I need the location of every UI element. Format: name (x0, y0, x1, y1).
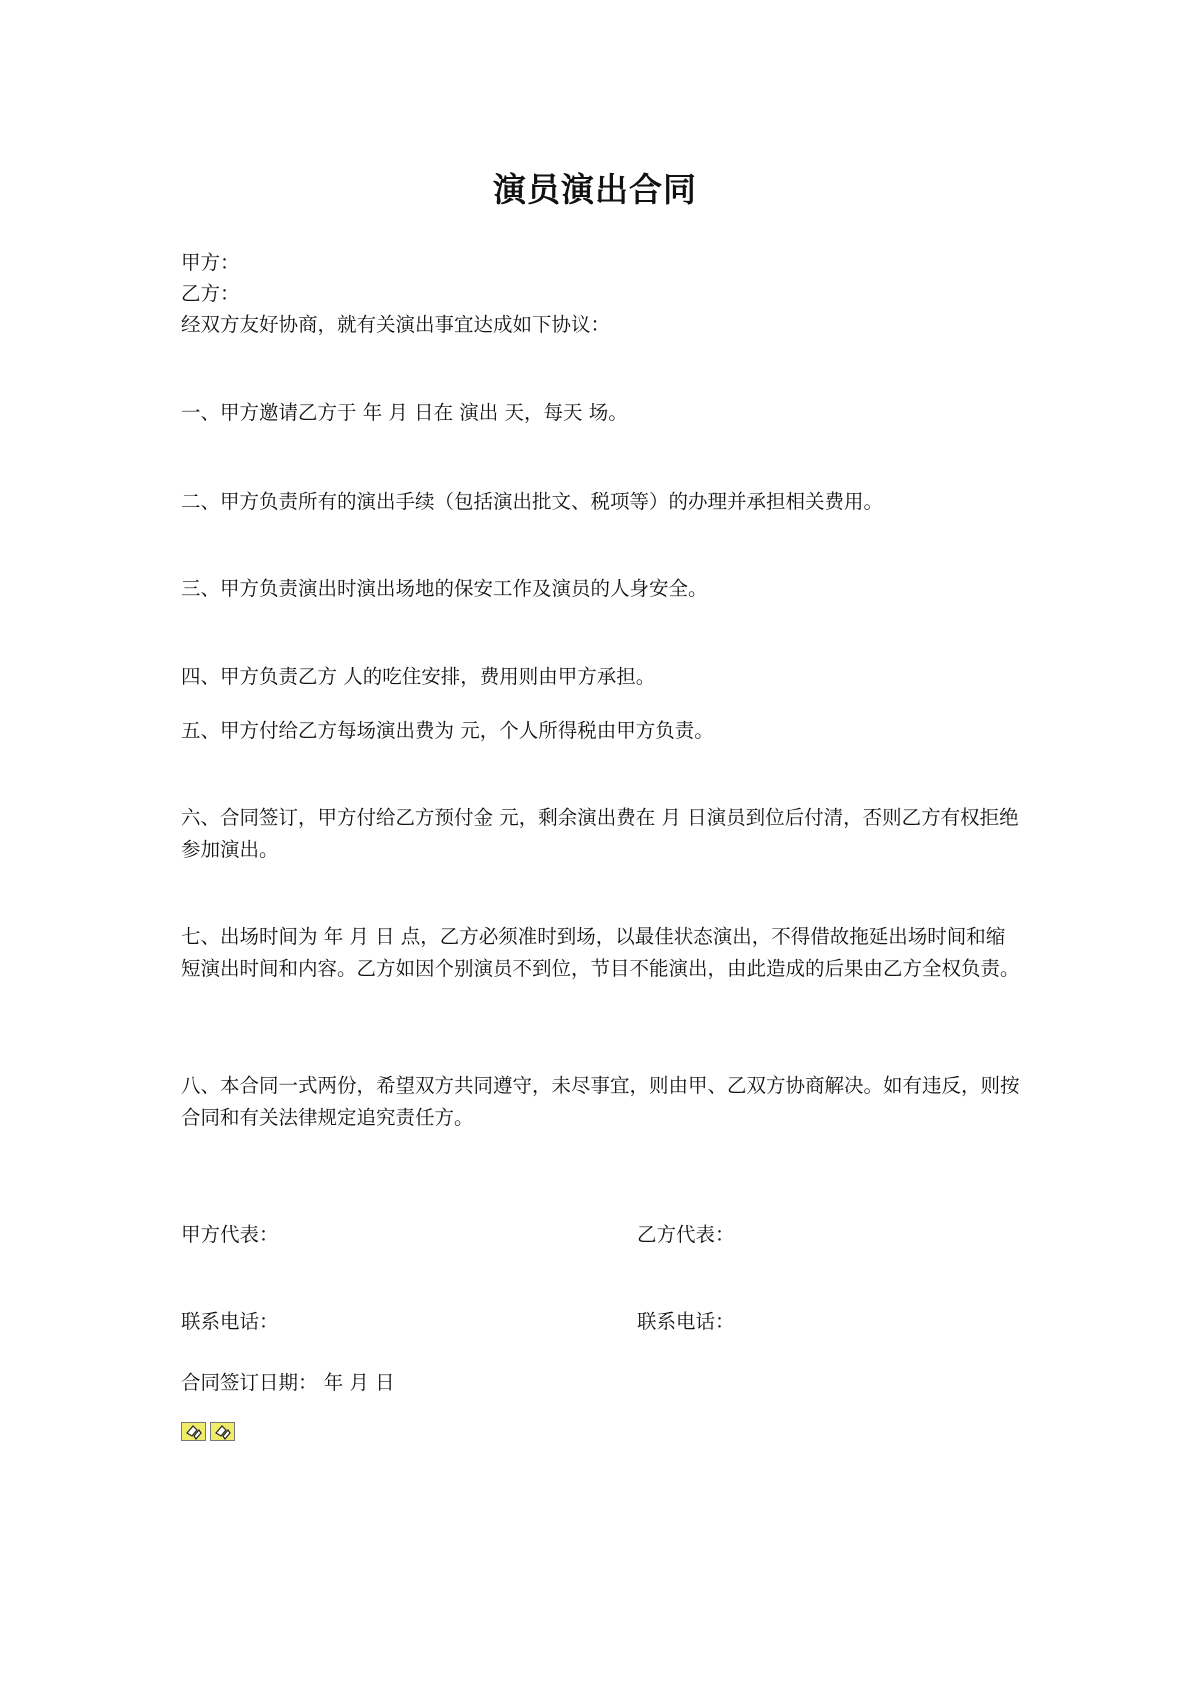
clause-2: 二、甲方负责所有的演出手续（包括演出批文、税项等）的办理并承担相关费用。 (181, 490, 884, 513)
clause-4: 四、甲方负责乙方 人的吃住安排，费用则由甲方承担。 (181, 665, 656, 688)
clause-6: 六、合同签订，甲方付给乙方预付金 元，剩余演出费在 月 日演员到位后付清，否则乙方有权拒绝参加演出。 (181, 806, 1019, 861)
party-a-phone: 联系电话： (181, 1310, 279, 1333)
intro-text: 经双方友好协商，就有关演出事宜达成如下协议： (181, 313, 611, 336)
document-title: 演员演出合同 (493, 170, 697, 209)
clause-8: 八、本合同一式两份，希望双方共同遵守，未尽事宜，则由甲、乙双方协商解决。如有违反，则按合同和有关法律规定追究责任方。 (181, 1074, 1020, 1129)
party-a-label: 甲方： (181, 251, 240, 274)
clause-1: 一、甲方邀请乙方于 年 月 日在 演出 天，每天 场。 (181, 401, 628, 424)
party-b-representative: 乙方代表： (637, 1223, 735, 1246)
broken-image-icon (210, 1422, 235, 1441)
broken-image-icon (181, 1422, 206, 1441)
clause-5: 五、甲方付给乙方每场演出费为 元，个人所得税由甲方负责。 (181, 719, 714, 742)
signing-date: 合同签订日期： 年 月 日 (181, 1371, 395, 1394)
clause-3: 三、甲方负责演出时演出场地的保安工作及演员的人身安全。 (181, 577, 708, 600)
clause-7: 七、出场时间为 年 月 日 点，乙方必须准时到场，以最佳状态演出，不得借故拖延出场时间和缩短演出时间和内容。乙方如因个别演员不到位，节目不能演出，由此造成的后果由乙方全权负责。 (181, 925, 1020, 980)
party-a-representative: 甲方代表： (181, 1223, 279, 1246)
party-b-label: 乙方： (181, 282, 240, 305)
party-b-phone: 联系电话： (637, 1310, 735, 1333)
embedded-objects (181, 1422, 235, 1441)
